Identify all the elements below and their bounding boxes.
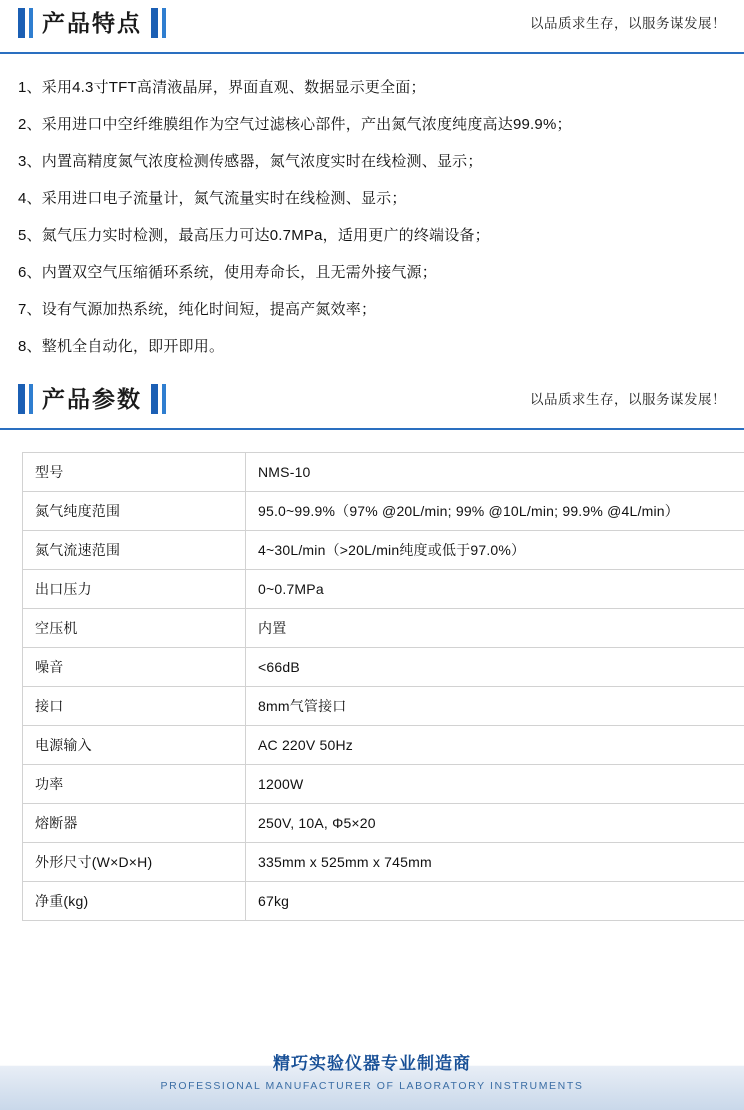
accent-bar-icon (18, 384, 25, 414)
footer-company-slogan-cn: 精巧实验仪器专业制造商 (273, 1054, 471, 1073)
accent-bar-thin-icon (29, 8, 33, 38)
table-cell-key: 净重(kg) (23, 882, 246, 921)
header-accent-bars-right (151, 384, 166, 414)
table-cell-value: AC 220V 50Hz (246, 726, 744, 765)
accent-bar-thin-icon (162, 8, 166, 38)
params-section-header (0, 376, 744, 422)
features-section (0, 0, 744, 354)
table-row (23, 726, 744, 765)
table-cell-key: 电源输入 (23, 726, 246, 765)
table-cell-value: NMS-10 (246, 453, 744, 492)
accent-bar-icon (18, 8, 25, 38)
list-item: 4、采用进口电子流量计，氮气流量实时在线检测、显示； (18, 190, 407, 207)
list-item: 6、内置双空气压缩循环系统，使用寿命长，且无需外接气源； (18, 264, 437, 281)
list-item: 1、采用4.3寸TFT高清液晶屏，界面直观、数据显示更全面； (18, 79, 426, 96)
list-item: 3、内置高精度氮气浓度检测传感器，氮气浓度实时在线检测、显示； (18, 153, 483, 170)
params-table (22, 452, 744, 921)
table-row (23, 609, 744, 648)
table-cell-value: 335mm x 525mm x 745mm (246, 843, 744, 882)
table-row (23, 453, 744, 492)
params-table-wrapper (0, 430, 744, 921)
table-row (23, 687, 744, 726)
accent-bar-icon (151, 384, 158, 414)
accent-bar-thin-icon (29, 384, 33, 414)
params-section-title: 产品参数 (42, 385, 142, 412)
table-row (23, 843, 744, 882)
table-cell-key: 氮气流速范围 (23, 531, 246, 570)
features-list (0, 54, 744, 354)
header-accent-bars-right (151, 8, 166, 38)
accent-bar-thin-icon (162, 384, 166, 414)
list-item: 8、整机全自动化，即开即用。 (18, 338, 225, 355)
table-cell-value: 4~30L/min（>20L/min纯度或低于97.0%） (246, 531, 744, 570)
list-item: 2、采用进口中空纤维膜组作为空气过滤核心部件，产出氮气浓度纯度高达99.9%； (18, 116, 572, 133)
table-cell-value: 1200W (246, 765, 744, 804)
table-cell-key: 出口压力 (23, 570, 246, 609)
table-cell-value: 250V, 10A, Φ5×20 (246, 804, 744, 843)
features-section-header (0, 0, 744, 46)
table-row (23, 570, 744, 609)
table-cell-value: 8mm气管接口 (246, 687, 744, 726)
table-cell-key: 熔断器 (23, 804, 246, 843)
header-accent-bars-left (18, 384, 33, 414)
features-slogan: 以品质求生存，以服务谋发展！ (530, 16, 726, 31)
footer-company-slogan-en: PROFESSIONAL MANUFACTURER OF LABORATORY INSTRUMENTS (160, 1079, 584, 1092)
accent-bar-icon (151, 8, 158, 38)
page-footer (0, 1038, 744, 1110)
header-accent-bars-left (18, 8, 33, 38)
list-item: 7、设有气源加热系统，纯化时间短，提高产氮效率； (18, 301, 377, 318)
params-section (0, 376, 744, 921)
table-row (23, 804, 744, 843)
table-row (23, 492, 744, 531)
table-cell-value: 67kg (246, 882, 744, 921)
params-slogan: 以品质求生存，以服务谋发展！ (530, 392, 726, 407)
table-cell-value: 内置 (246, 609, 744, 648)
table-cell-key: 氮气纯度范围 (23, 492, 246, 531)
table-cell-key: 接口 (23, 687, 246, 726)
table-row (23, 531, 744, 570)
table-cell-key: 型号 (23, 453, 246, 492)
features-section-title: 产品特点 (42, 9, 142, 36)
table-cell-key: 空压机 (23, 609, 246, 648)
table-cell-key: 外形尺寸(W×D×H) (23, 843, 246, 882)
table-cell-key: 功率 (23, 765, 246, 804)
table-row (23, 648, 744, 687)
table-cell-value: 95.0~99.9%（97% @20L/min; 99% @10L/min; 99.9% @4L/min） (246, 492, 744, 531)
table-cell-key: 噪音 (23, 648, 246, 687)
table-row (23, 765, 744, 804)
table-cell-value: 0~0.7MPa (246, 570, 744, 609)
table-cell-value: <66dB (246, 648, 744, 687)
list-item: 5、氮气压力实时检测，最高压力可达0.7MPa，适用更广的终端设备； (18, 227, 490, 244)
table-row (23, 882, 744, 921)
